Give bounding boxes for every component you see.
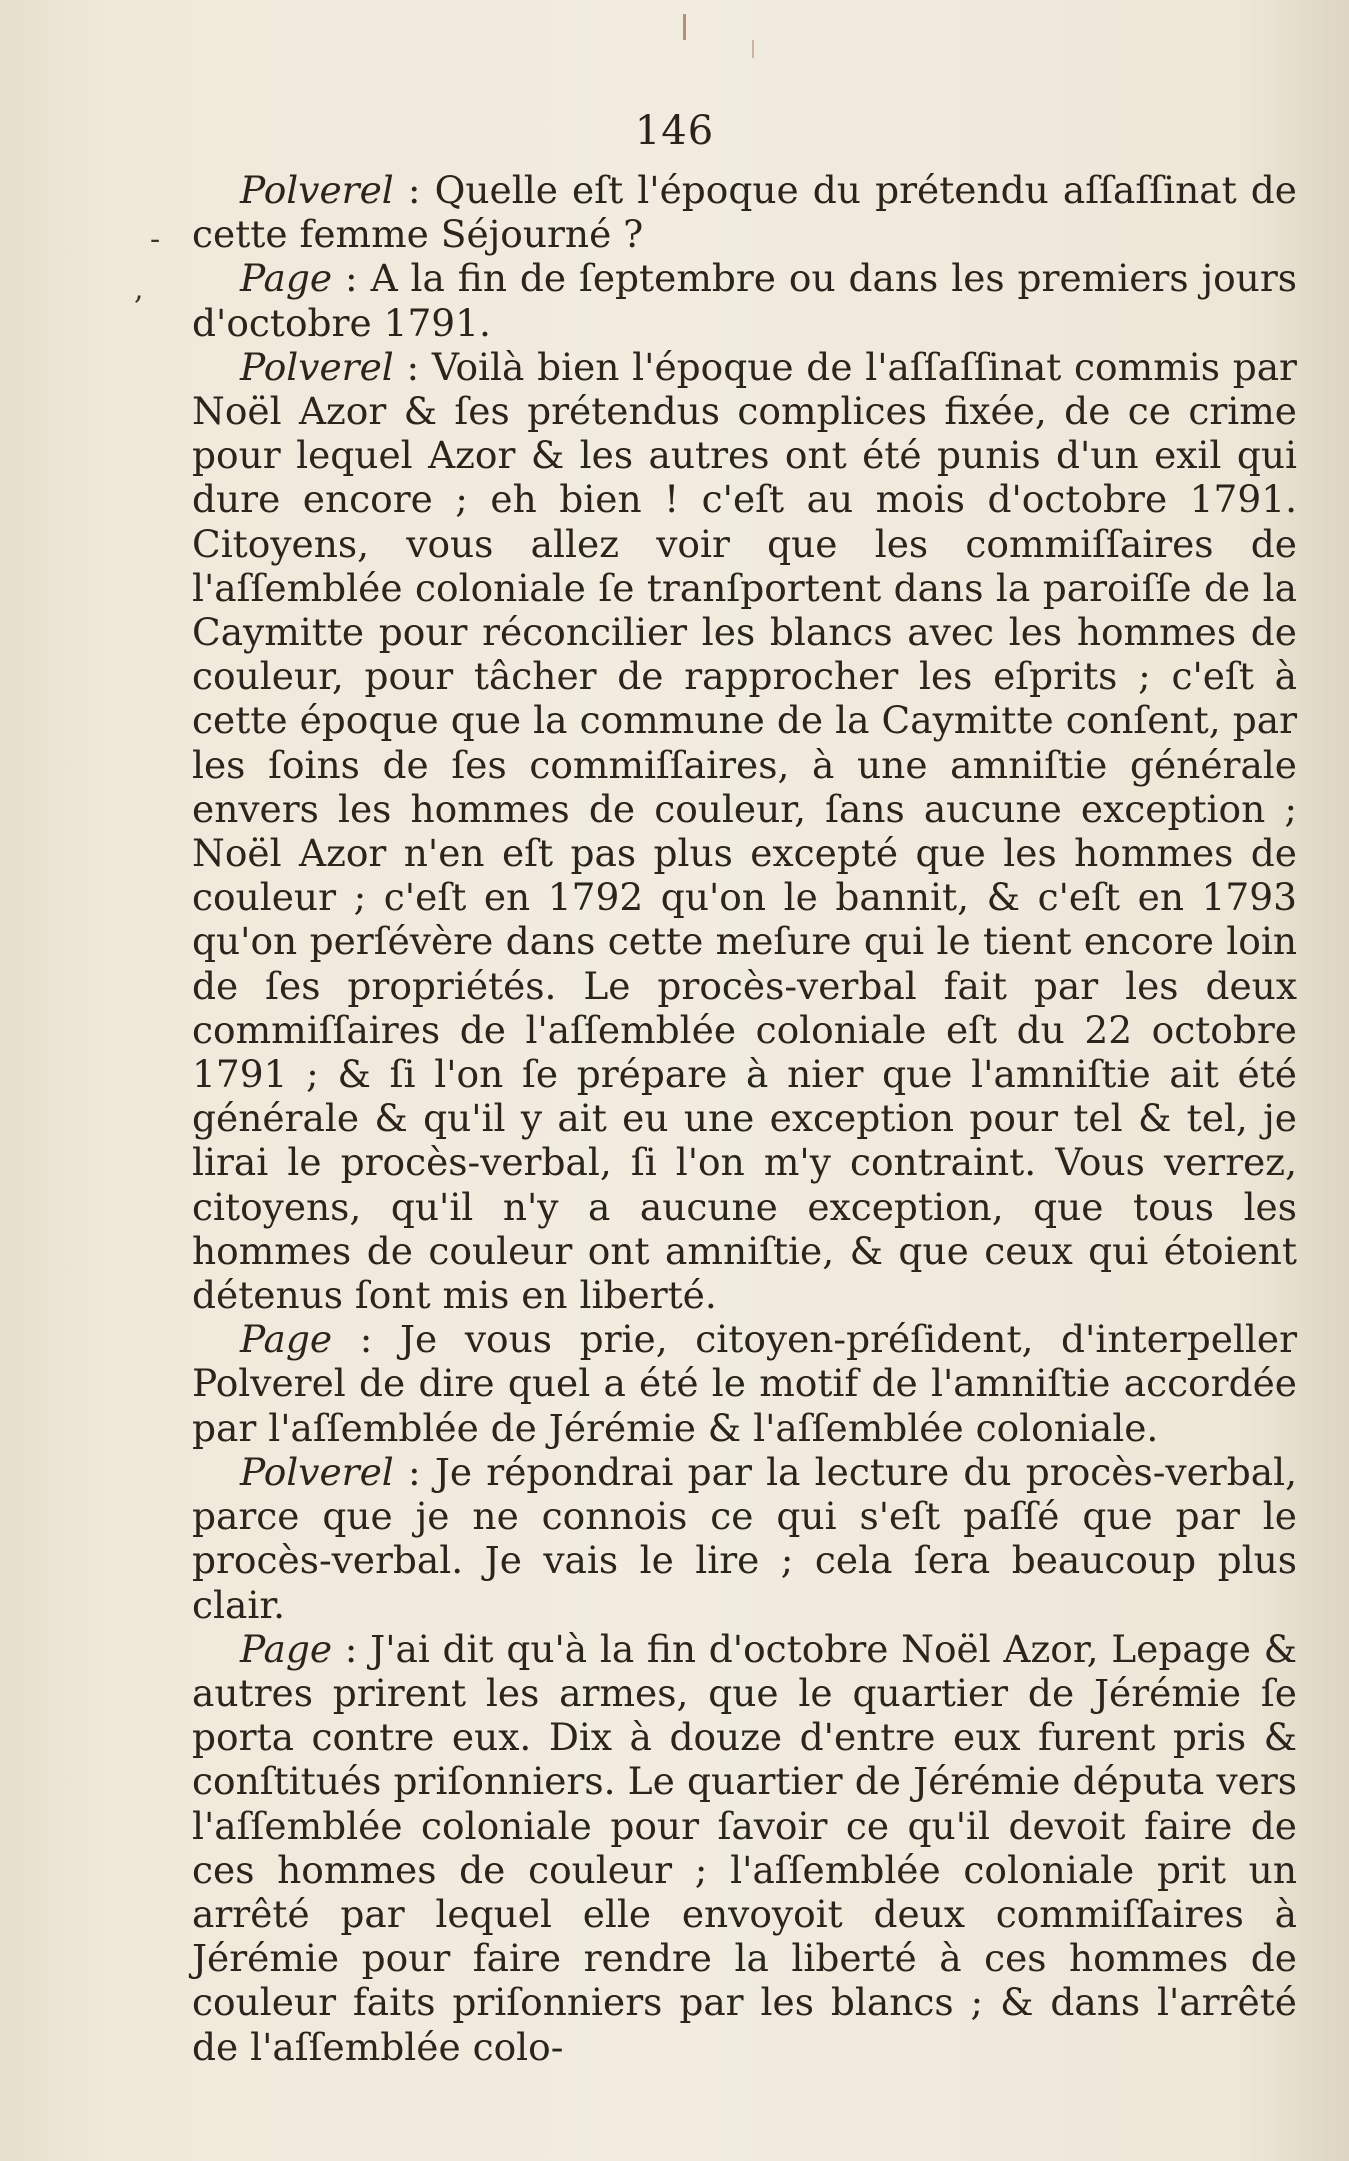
- paragraph: Page : A la fin de ſeptembre ou dans les premiers jours d'octobre 1791.: [192, 256, 1297, 345]
- page-number: 146: [634, 108, 715, 154]
- speaker-name: Polverel: [240, 344, 394, 389]
- paragraph: Page : J'ai dit qu'à la fin d'octobre Noël Azor, Lepage & autres prirent les armes, que le quartier de Jérémie ſe porta contre eux. Dix à douze d'entre eux furent pris & conſtitués priſonniers. Le quartier de Jérémie députa vers l'aſſemblée coloniale pour ſavoir ce qu'il devoit faire de ces hommes de couleur ; l'aſſemblée coloniale prit un arrêté par lequel elle envoyoit deux commiſſaires à Jérémie pour faire rendre la liberté à ces hommes de couleur faits priſonniers par les blancs ; & dans l'arrêté de l'aſſemblée colo-: [192, 1626, 1297, 2069]
- speaker-name: Page: [240, 1626, 333, 1671]
- paragraph-text: A la fin de ſeptembre ou dans les premiers jours d'octobre 1791.: [192, 256, 1297, 345]
- paragraph: Polverel : Voilà bien l'époque de l'aſſaſſinat commis par Noël Azor & ſes prétendus complices fixée, de ce crime pour lequel Azor & les autres ont été punis d'un exil qui dure encore ; eh bien ! c'eſt au mois d'octobre 1791. Citoyens, vous allez voir que les commiſſaires de l'aſſemblée coloniale ſe tranſportent dans la paroiſſe de la Caymitte pour réconcilier les blancs avec les hommes de couleur, pour tâcher de rapprocher les eſprits ; c'eſt à cette époque que la commune de la Caymitte conſent, par les ſoins de ſes commiſſaires, à une amniſtie générale envers les hommes de couleur, ſans aucune exception ; Noël Azor n'en eſt pas plus excepté que les hommes de couleur ; c'eſt en 1792 qu'on le bannit, & c'eſt en 1793 qu'on perſévère dans cette meſure qui le tient encore loin de ſes propriétés. Le procès-verbal fait par les deux commiſſaires de l'aſſemblée coloniale eſt du 22 octobre 1791 ; & ſi l'on ſe prépare à nier que l'amniſtie ait été générale & qu'il y ait eu une exception pour tel & tel, je lirai le procès-verbal, ſi l'on m'y contraint. Vous verrez, citoyens, qu'il n'y a aucune exception, que tous les hommes de couleur ont amniſtie, & que ceux qui étoient détenus ſont mis en liberté.: [192, 344, 1297, 1318]
- paragraph: Polverel : Quelle eſt l'époque du prétendu aſſaſſinat de cette femme Séjourné ?: [192, 168, 1297, 257]
- paragraph-text: Je vous prie, citoyen-préſident, d'interpeller Polverel de dire quel a été le motif de l'amniſtie accordée par l'aſſemblée de Jérémie & l'aſſemblée coloniale.: [192, 1317, 1297, 1450]
- margin-mark: ,: [134, 272, 144, 307]
- paragraph: Page : Je vous prie, citoyen-préſident, d'interpeller Polverel de dire quel a été le motif de l'amniſtie accordée par l'aſſemblée de Jérémie & l'aſſemblée coloniale.: [192, 1317, 1297, 1450]
- ink-stain: [683, 14, 686, 40]
- speaker-name: Polverel: [240, 168, 394, 212]
- paragraph-text: Je répondrai par la lecture du procès-verbal, parce que je ne connois ce qui s'eſt paſſé que par le procès-verbal. Je vais le lire ; cela ſera beaucoup plus clair.: [192, 1449, 1297, 1627]
- paragraph-text: Quelle eſt l'époque du prétendu aſſaſſinat de cette femme Séjourné ?: [192, 168, 1297, 257]
- ink-stain: [752, 40, 754, 58]
- speaker-name: Page: [240, 1317, 333, 1362]
- margin-mark: -: [150, 222, 161, 257]
- speaker-name: Page: [240, 256, 333, 301]
- paragraph-text: Voilà bien l'époque de l'aſſaſſinat commis par Noël Azor & ſes prétendus complices fixée, de ce crime pour lequel Azor & les autres ont été punis d'un exil qui dure encore ; eh bien ! c'eſt au mois d'octobre 1791. Citoyens, vous allez voir que les commiſſaires de l'aſſemblée coloniale ſe tranſportent dans la paroiſſe de la Caymitte pour réconcilier les blancs avec les hommes de couleur, pour tâcher de rapprocher les eſprits ; c'eſt à cette époque que la commune de la Caymitte conſent, par les ſoins de ſes commiſſaires, à une amniſtie générale envers les hommes de couleur, ſans aucune exception ; Noël Azor n'en eſt pas plus excepté que les hommes de couleur ; c'eſt en 1792 qu'on le bannit, & c'eſt en 1793 qu'on perſévère dans cette meſure qui le tient encore loin de ſes propriétés. Le procès-verbal fait par les deux commiſſaires de l'aſſemblée coloniale eſt du 22 octobre 1791 ; & ſi l'on ſe prépare à nier que l'amniſtie ait été générale & qu'il y ait eu une exception pour tel & tel, je lirai le procès-verbal, ſi l'on m'y contraint. Vous verrez, citoyens, qu'il n'y a aucune exception, que tous les hommes de couleur ont amniſtie, & que ceux qui étoient détenus ſont mis en liberté.: [192, 344, 1297, 1318]
- speaker-name: Polverel: [240, 1449, 394, 1494]
- paragraph-text: J'ai dit qu'à la fin d'octobre Noël Azor, Lepage & autres prirent les armes, que le quartier de Jérémie ſe porta contre eux. Dix à douze d'entre eux furent pris & conſtitués priſonniers. Le quartier de Jérémie députa vers l'aſſemblée coloniale pour ſavoir ce qu'il devoit faire de ces hommes de couleur ; l'aſſemblée coloniale prit un arrêté par lequel elle envoyoit deux commiſſaires à Jérémie pour faire rendre la liberté à ces hommes de couleur faits priſonniers par les blancs ; & dans l'arrêté de l'aſſemblée colo-: [192, 1626, 1297, 2069]
- paragraph: Polverel : Je répondrai par la lecture du procès-verbal, parce que je ne connois ce qui s'eſt paſſé que par le procès-verbal. Je vais le lire ; cela ſera beaucoup plus clair.: [192, 1449, 1297, 1627]
- text-body: [192, 168, 1297, 2069]
